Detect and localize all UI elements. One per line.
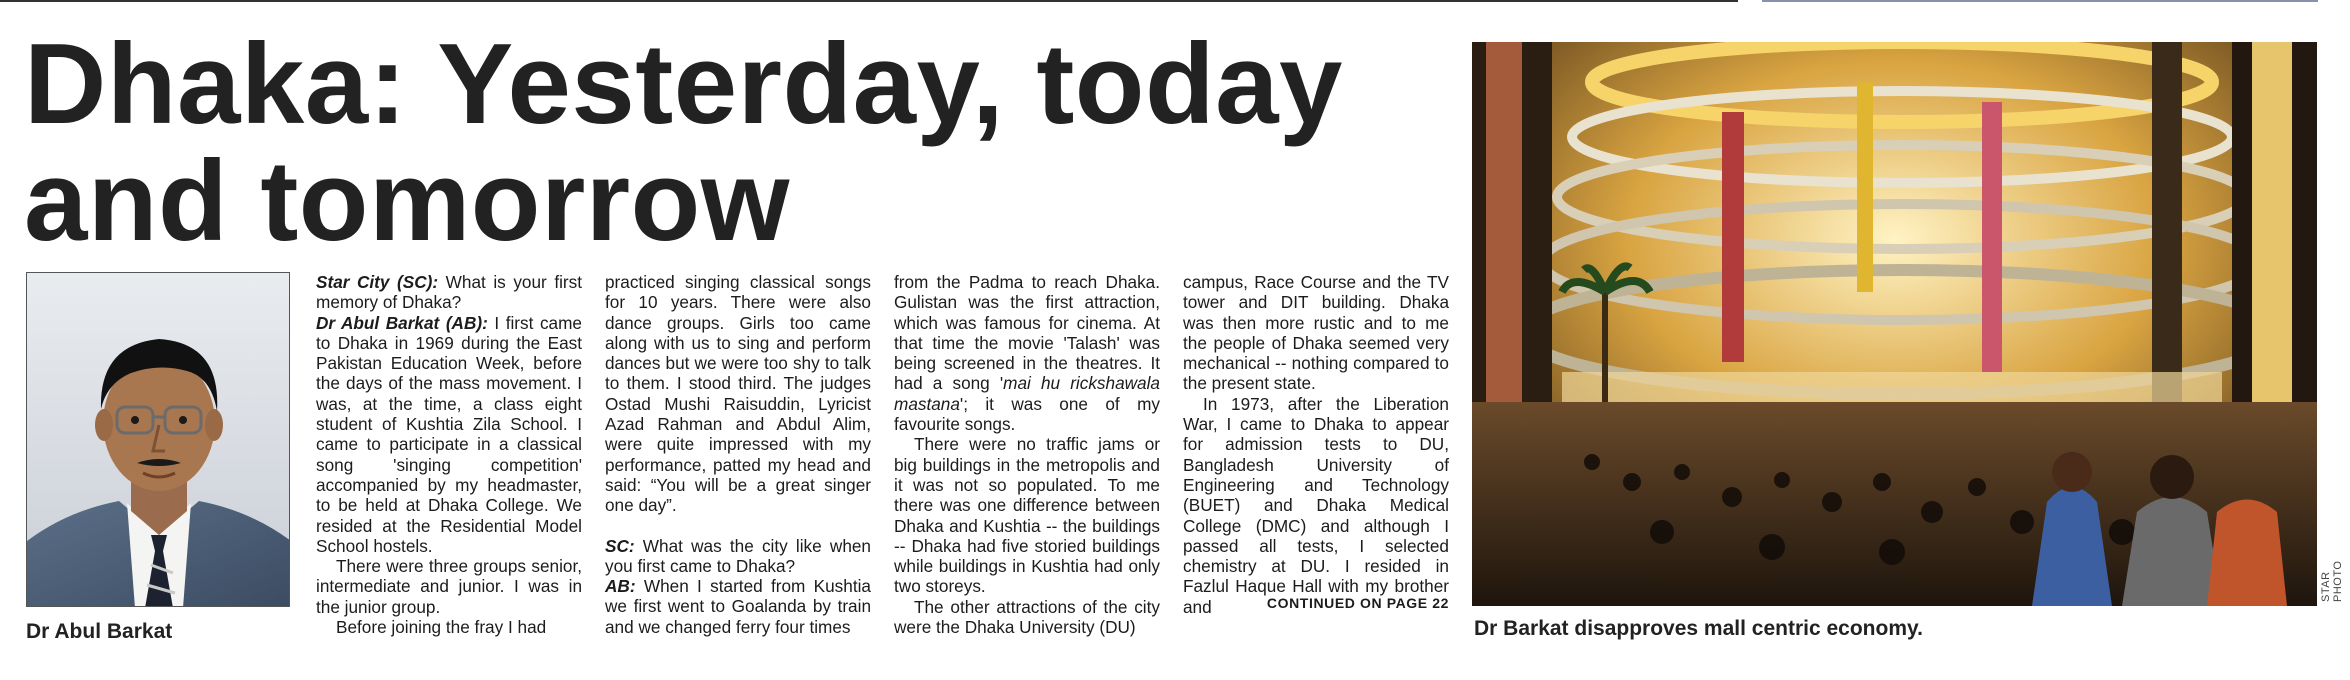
article-column-4 (1183, 272, 1449, 617)
portrait-caption: Dr Abul Barkat (26, 620, 173, 643)
article-column-2 (605, 272, 871, 637)
top-rule-right (1762, 0, 2318, 2)
speaker-label: AB: (605, 576, 636, 597)
answer-text: I first came to Dhaka in 1969 during the East Pakistan Education Week, before the days of the mass movement. I was, at the time, a class eight student of Kushtia Zila School. I came to participate in a classical song 'singing competition' accompanied by my headmaster, to be held at Dhaka College. We resided at the Residential Model School hostels. (316, 312, 582, 556)
body-paragraph: There were no traffic jams or big buildings in the metropolis and it was not so populated. To me there was one difference between Dhaka and Kushtia -- the buildings -- Dhaka had five storied buildings while buildings in Kushtia had only two storeys. (894, 434, 1160, 597)
answer-paragraph (605, 576, 871, 637)
body-text: '; it was one of my favourite songs. (894, 393, 1160, 435)
body-paragraph: Before joining the fray I had (336, 617, 547, 638)
mall-illustration (1472, 42, 2317, 606)
mall-photo (1472, 42, 2317, 606)
photo-caption: Dr Barkat disapproves mall centric economy. (1474, 617, 1923, 640)
body-paragraph: practiced singing classical songs for 10 years. There were also dance groups. Girls too came along with us to sing and perform dances but we were too shy to talk to them. I stood third. The judges Ostad Mushi Raisuddin, Lyricist Azad Rahman and Abdul Alim, were quite impressed with my performance, patted my head and said: “You will be a great singer one day”. (605, 272, 871, 516)
portrait-illustration (27, 273, 290, 607)
body-paragraph: In 1973, after the Liberation War, I came to Dhaka to appear for admission tests to DU, Bangladesh University of Engineering and Technology (BUET) and Dhaka Medical College (DMC) and although I passed all tests, I selected chemistry at DU. I resided in Fazlul Haque Hall with my brother and (1183, 393, 1449, 617)
question-paragraph (316, 272, 582, 313)
portrait-photo (26, 272, 290, 607)
body-paragraph: The other attractions of the city were the Dhaka University (DU) (894, 596, 1160, 638)
photo-credit: STAR PHOTO (2320, 560, 2344, 602)
body-text: from the Padma to reach Dhaka. Gulistan was the first attraction, which was famous for cinema. At that time the movie 'Talash' was being screened in the theatres. It had a song ' (894, 272, 1160, 394)
speaker-label: Star City (SC): (316, 272, 439, 292)
question-text: What was the city like when you first came to Dhaka? (605, 535, 871, 576)
article-column-3 (894, 272, 1160, 637)
answer-paragraph (316, 313, 582, 557)
song-title: mai hu rickshawala mastana (894, 373, 1160, 414)
headline: Dhaka: Yesterday, today and tomorrow (24, 21, 1343, 265)
answer-text: When I started from Kushtia we first went to Goalanda by train and we changed ferry four times (605, 576, 871, 637)
continued-notice: CONTINUED ON PAGE 22 (1266, 595, 1449, 611)
speaker-label: SC: (605, 535, 635, 556)
speaker-label: Dr Abul Barkat (AB): (316, 312, 488, 333)
body-paragraph (894, 272, 1160, 434)
body-paragraph: campus, Race Course and the TV tower and DIT building. Dhaka was then more rustic and to me the people of Dhaka seemed very mechanical -- nothing compared to the present state. (1183, 272, 1449, 394)
question-text: What is your first memory of Dhaka? (316, 272, 582, 313)
article-column-1 (316, 272, 582, 637)
body-paragraph: There were three groups senior, intermediate and junior. I was in the junior group. (316, 556, 582, 617)
top-rule (0, 0, 1738, 2)
question-paragraph (605, 536, 871, 577)
